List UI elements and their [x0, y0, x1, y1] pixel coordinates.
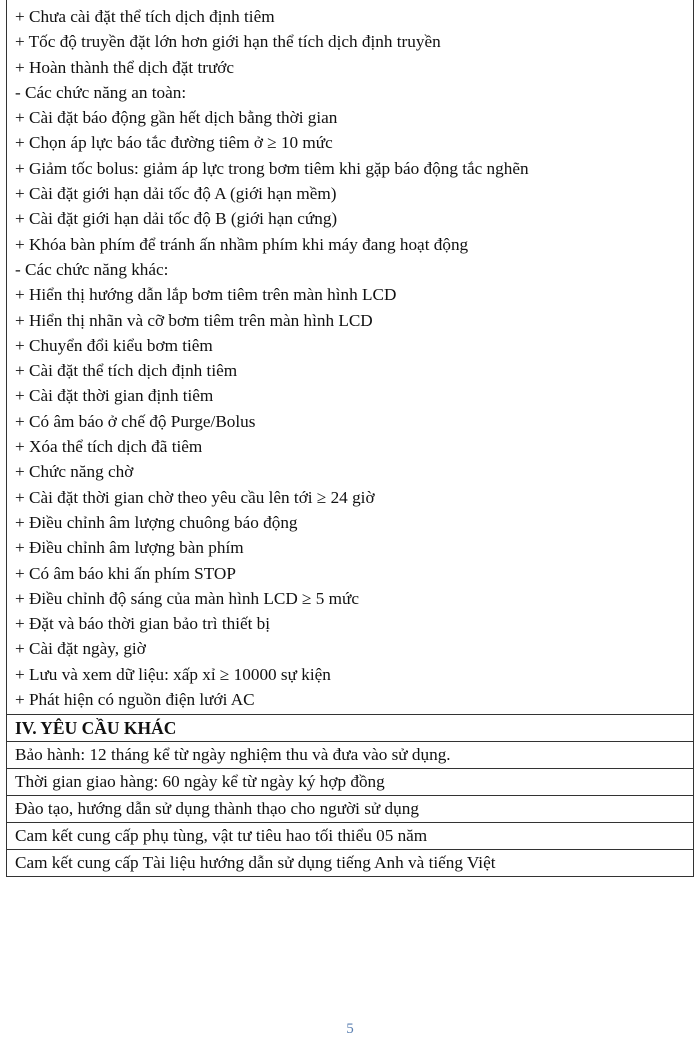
section-iv-heading: IV. YÊU CẦU KHÁC: [7, 714, 693, 741]
spec-line: + Cài đặt thời gian chờ theo yêu cầu lên tới ≥ 24 giờ: [15, 487, 375, 507]
spec-line: + Cài đặt thể tích dịch định tiêm: [15, 361, 238, 381]
spec-line: + Có âm báo khi ấn phím STOP: [15, 563, 236, 583]
spec-line: + Chuyển đổi kiểu bơm tiêm: [15, 335, 213, 355]
requirement-row-training: Đào tạo, hướng dẫn sử dụng thành thạo cho người sử dụng: [7, 795, 693, 822]
spec-line: + Điều chỉnh âm lượng chuông báo động: [15, 512, 298, 532]
spec-line: + Hoàn thành thể dịch đặt trước: [15, 57, 235, 77]
requirement-row-delivery: Thời gian giao hàng: 60 ngày kể từ ngày ký hợp đồng: [7, 768, 693, 795]
requirement-row-spare-parts: Cam kết cung cấp phụ tùng, vật tư tiêu hao tối thiểu 05 năm: [7, 822, 693, 849]
spec-line: + Cài đặt ngày, giờ: [15, 639, 146, 659]
spec-line: + Điều chỉnh độ sáng của màn hình LCD ≥ 5 mức: [15, 588, 359, 608]
spec-line: + Có âm báo ở chế độ Purge/Bolus: [15, 411, 256, 431]
spec-line: + Xóa thể tích dịch đã tiêm: [15, 437, 203, 457]
spec-line: + Cài đặt báo động gần hết dịch bằng thời gian: [15, 108, 338, 128]
spec-line: + Cài đặt giới hạn dải tốc độ B (giới hạn cứng): [15, 209, 338, 229]
spec-subheading: - Các chức năng khác:: [15, 259, 169, 279]
spec-line: + Hiển thị nhãn và cỡ bơm tiêm trên màn hình LCD: [15, 310, 373, 330]
spec-line: + Cài đặt giới hạn dải tốc độ A (giới hạn mềm): [15, 184, 337, 204]
spec-subheading: - Các chức năng an toàn:: [15, 82, 187, 102]
spec-line: + Hiển thị hướng dẫn lắp bơm tiêm trên màn hình LCD: [15, 285, 397, 305]
spec-line: + Khóa bàn phím để tránh ấn nhầm phím khi máy đang hoạt động: [15, 234, 469, 254]
spec-table: [6, 0, 694, 877]
spec-line: + Chọn áp lực báo tắc đường tiêm ở ≥ 10 mức: [15, 133, 333, 153]
spec-line: + Tốc độ truyền đặt lớn hơn giới hạn thể tích dịch định truyền: [15, 32, 441, 52]
page-number: 5: [346, 1021, 354, 1037]
spec-line: + Chưa cài đặt thể tích dịch định tiêm: [15, 7, 275, 26]
requirement-row-warranty: Bảo hành: 12 tháng kể từ ngày nghiệm thu và đưa vào sử dụng.: [7, 741, 693, 768]
spec-line: + Đặt và báo thời gian bảo trì thiết bị: [15, 614, 271, 634]
spec-list-cell: [7, 0, 693, 714]
spec-line: + Chức năng chờ: [15, 462, 134, 482]
spec-line: + Điều chỉnh âm lượng bàn phím: [15, 538, 244, 558]
spec-line: + Cài đặt thời gian định tiêm: [15, 386, 214, 406]
requirement-row-manuals: Cam kết cung cấp Tài liệu hướng dẫn sử dụng tiếng Anh và tiếng Việt: [7, 849, 693, 876]
spec-line: + Giảm tốc bolus: giảm áp lực trong bơm tiêm khi gặp báo động tắc nghẽn: [15, 158, 529, 178]
spec-line: + Phát hiện có nguồn điện lưới AC: [15, 690, 255, 710]
spec-line: + Lưu và xem dữ liệu: xấp xỉ ≥ 10000 sự kiện: [15, 664, 331, 684]
